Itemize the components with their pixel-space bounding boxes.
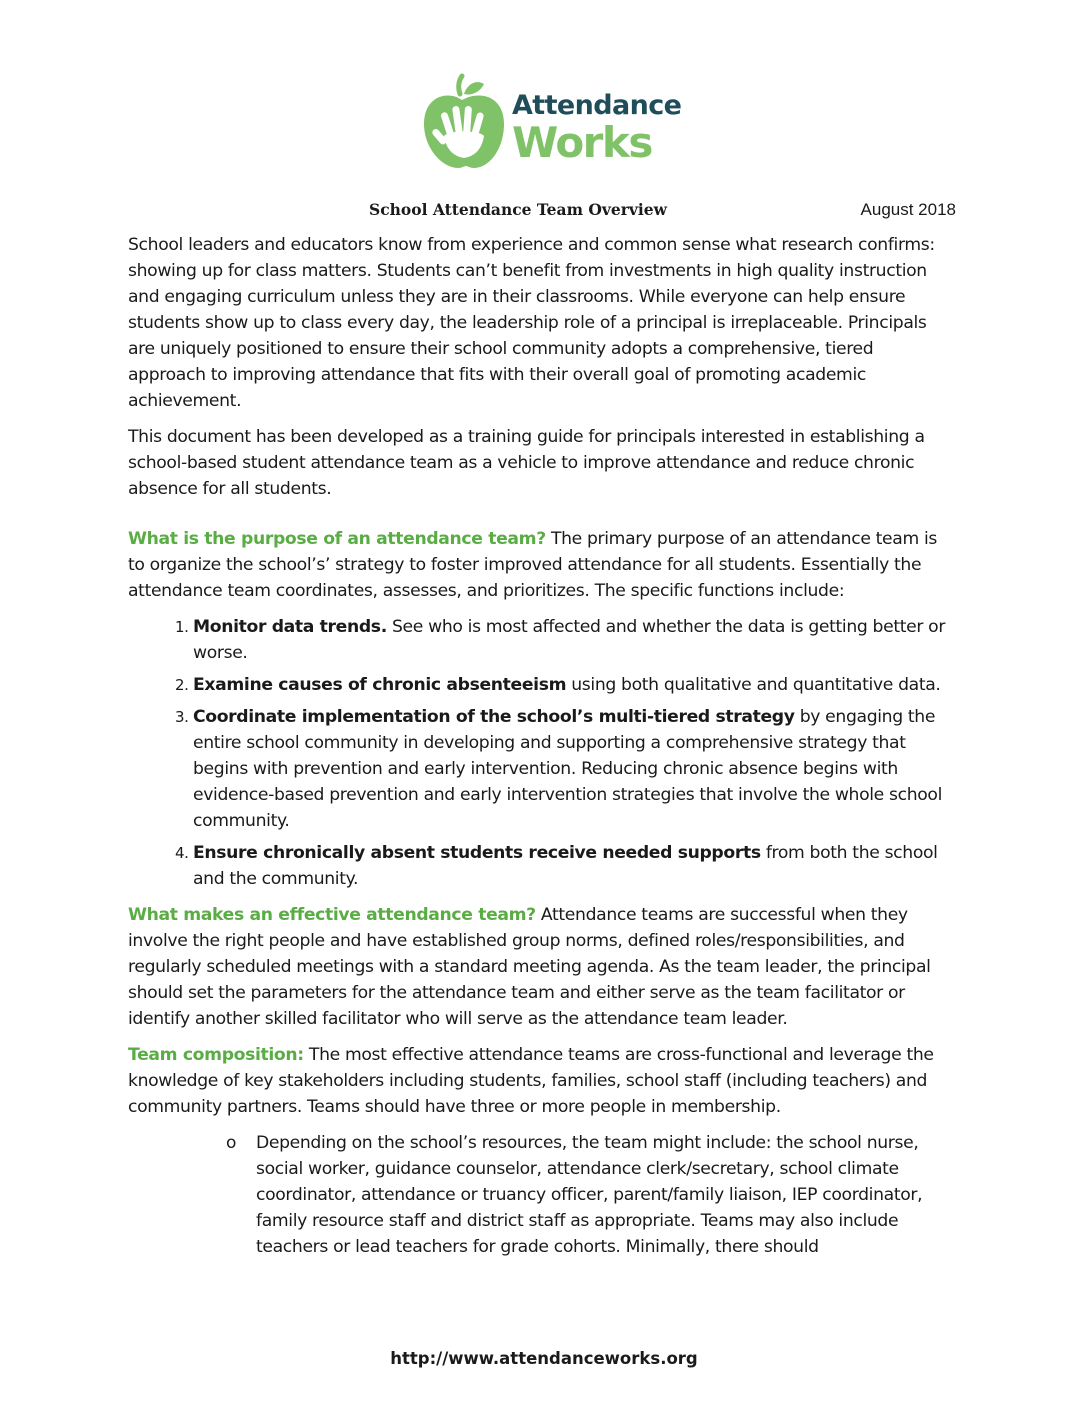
list-item-text: using both qualitative and quantitative data. bbox=[566, 675, 941, 695]
attendance-works-logo bbox=[418, 72, 682, 172]
functions-list bbox=[128, 614, 956, 892]
intro-paragraph-2: This document has been developed as a training guide for principals interested in establishing a school-based student attendance team as a vehicle to improve attendance and reduce chronic absence for all students. bbox=[128, 427, 925, 499]
document-date: August 2018 bbox=[860, 200, 956, 219]
composition-bullet-text: Depending on the school’s resources, the team might include: the school nurse, social worker, guidance counselor, attendance clerk/secretary, school climate coordinator, attendance or truancy officer, parent/family liaison, IEP coordinator, family resource staff and district staff as appropriate. Teams may also include teachers or lead teachers for grade cohorts. Minimally, there should bbox=[256, 1133, 923, 1257]
list-item bbox=[193, 614, 956, 666]
bullet-marker: o bbox=[226, 1133, 237, 1153]
list-item bbox=[193, 672, 956, 698]
purpose-paragraph bbox=[128, 526, 956, 604]
list-item bbox=[193, 704, 956, 834]
logo-word-attendance: Attendance bbox=[512, 90, 682, 121]
list-item-bold: Coordinate implementation of the school’s multi-tiered strategy bbox=[193, 707, 795, 727]
composition-paragraph bbox=[128, 1042, 956, 1120]
title-row bbox=[128, 200, 956, 224]
list-item-text: by engaging the entire school community in developing and supporting a comprehensive strategy that begins with prevention and early intervention. Reducing chronic absence begins with evidence-based prevention and early intervention strategies that involve the whole school community. bbox=[193, 707, 943, 831]
intro-paragraph-1: School leaders and educators know from experience and common sense what research confirms: showing up for class matters. Students can’t benefit from investments in high quality instruction and engaging curriculum unless they are in their classrooms. While everyone can help ensure students show up to class every day, the leadership role of a principal is irreplaceable. Principals are uniquely positioned to ensure their school community adopts a comprehensive, tiered approach to improving attendance that fits with their overall goal of promoting academic achievement. bbox=[128, 235, 935, 411]
list-item-bold: Ensure chronically absent students receive needed supports bbox=[193, 843, 761, 863]
effective-paragraph bbox=[128, 902, 956, 1032]
apple-hand-icon bbox=[418, 72, 510, 172]
purpose-heading: What is the purpose of an attendance team? bbox=[128, 529, 546, 549]
list-item bbox=[193, 840, 956, 892]
composition-bullet bbox=[226, 1130, 956, 1260]
list-item-text: from both the school and the community. bbox=[193, 843, 938, 889]
document-title: School Attendance Team Overview bbox=[369, 200, 668, 219]
footer-url[interactable]: http://www.attendanceworks.org bbox=[390, 1349, 698, 1368]
document-body bbox=[128, 232, 956, 1260]
purpose-text: The primary purpose of an attendance team is to organize the school’s’ strategy to foster improved attendance for all students. Essentially the attendance team coordinates, assesses, and prioritizes. The specific functions include: bbox=[128, 529, 937, 601]
list-item-bold: Examine causes of chronic absenteeism bbox=[193, 675, 567, 695]
logo-word-works: Works bbox=[512, 118, 652, 167]
effective-heading: What makes an effective attendance team? bbox=[128, 905, 536, 925]
composition-heading: Team composition: bbox=[128, 1045, 304, 1065]
composition-text: The most effective attendance teams are cross-functional and leverage the knowledge of key stakeholders including students, families, school staff (including teachers) and community partners. Teams should have three or more people in membership. bbox=[128, 1045, 934, 1117]
effective-text: Attendance teams are successful when they involve the right people and have established group norms, defined roles/responsibilities, and regularly scheduled meetings with a standard meeting agenda. As the team leader, the principal should set the parameters for the attendance team and either serve as the team facilitator or identify another skilled facilitator who will serve as the attendance team leader. bbox=[128, 905, 931, 1029]
list-item-bold: Monitor data trends. bbox=[193, 617, 387, 637]
list-item-text: See who is most affected and whether the data is getting better or worse. bbox=[193, 617, 946, 663]
